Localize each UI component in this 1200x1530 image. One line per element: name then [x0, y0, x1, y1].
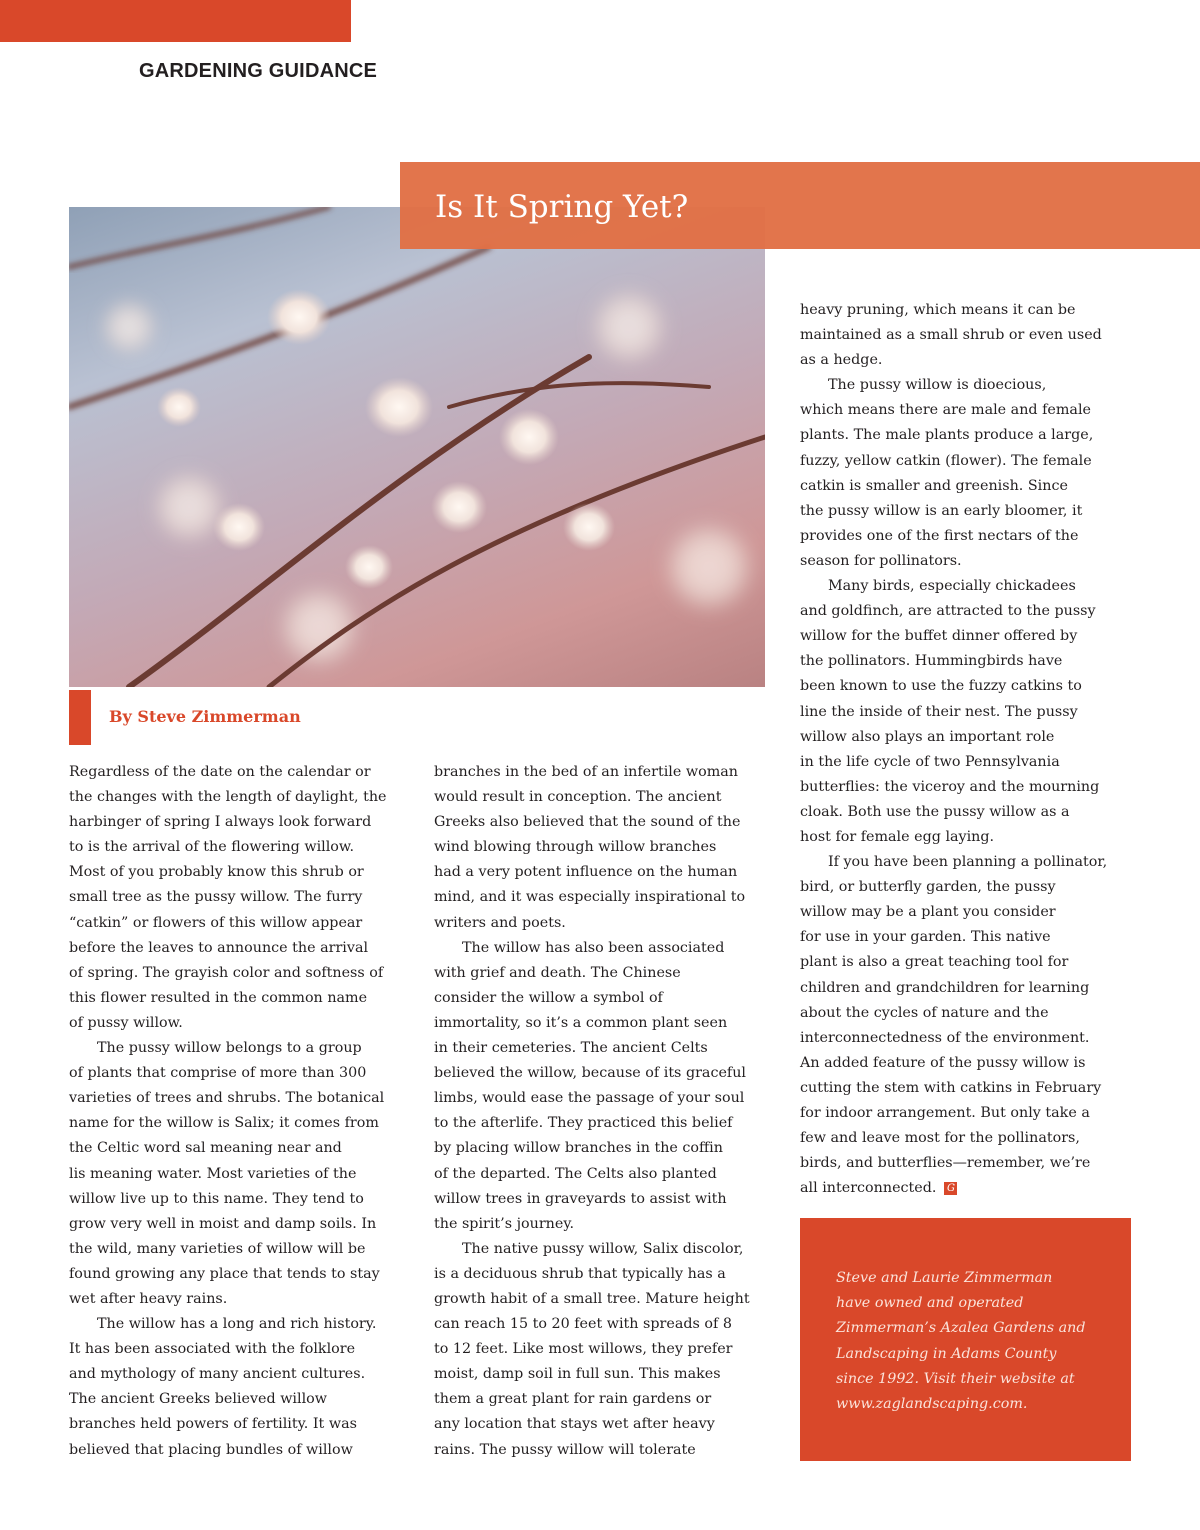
text-line: limbs, would ease the passage of your soul — [434, 1090, 745, 1107]
byline-accent-bar — [69, 690, 91, 745]
text-line: children and grandchildren for learning — [800, 979, 1090, 996]
text-line: the pollinators. Hummingbirds have — [800, 653, 1063, 670]
text-line: willow may be a plant you consider — [800, 904, 1056, 921]
text-line: mind, and it was especially inspirational to — [434, 889, 746, 906]
text-line: with grief and death. The Chinese — [434, 964, 681, 981]
text-line: small tree as the pussy willow. The furry — [69, 889, 363, 906]
text-line: the wild, many varieties of willow will be — [69, 1240, 366, 1257]
text-line: the changes with the length of daylight, the — [69, 789, 387, 806]
text-line: the Celtic word sal meaning near and — [69, 1140, 342, 1157]
text-line: growth habit of a small tree. Mature height — [434, 1290, 750, 1307]
text-line: few and leave most for the pollinators, — [800, 1130, 1080, 1147]
text-line: about the cycles of nature and the — [800, 1004, 1049, 1021]
end-mark-icon: G — [944, 1182, 957, 1195]
text-line: harbinger of spring I always look forward — [69, 814, 372, 831]
text-line: willow trees in graveyards to assist with — [434, 1190, 727, 1207]
article-title: Is It Spring Yet? — [435, 189, 689, 225]
text-line: host for female egg laying. — [800, 828, 995, 845]
text-line: The willow has also been associated — [462, 939, 725, 956]
article-column-1 — [69, 760, 387, 1463]
text-line: plant is also a great teaching tool for — [800, 954, 1069, 971]
text-line: plants. The male plants produce a large, — [800, 427, 1094, 444]
author-bio — [836, 1266, 1085, 1417]
text-line: cloak. Both use the pussy willow as a — [800, 803, 1070, 820]
text-line: willow for the buffet dinner offered by — [800, 628, 1078, 645]
bio-line: Landscaping in Adams County — [836, 1345, 1057, 1362]
text-line: lis meaning water. Most varieties of the — [69, 1165, 357, 1182]
text-line: to is the arrival of the flowering willow. — [69, 839, 354, 856]
text-line: as a hedge. — [800, 352, 883, 369]
photo-illustration — [69, 207, 765, 687]
text-line: provides one of the first nectars of the — [800, 527, 1079, 544]
text-line: the pussy willow is an early bloomer, it — [800, 502, 1083, 519]
text-line: this flower resulted in the common name — [69, 989, 368, 1006]
text-line: of pussy willow. — [69, 1014, 183, 1031]
text-line: grow very well in moist and damp soils. In — [69, 1215, 377, 1232]
text-line: Many birds, especially chickadees — [828, 578, 1076, 595]
text-line: The willow has a long and rich history. — [97, 1316, 377, 1333]
text-line: “catkin” or flowers of this willow appear — [69, 914, 363, 931]
text-line: for use in your garden. This native — [800, 929, 1051, 946]
text-line: moist, damp soil in full sun. This makes — [434, 1366, 721, 1383]
bio-line: Zimmerman’s Azalea Gardens and — [836, 1320, 1086, 1337]
text-line: can reach 15 to 20 feet with spreads of 8 — [434, 1316, 732, 1333]
text-line: before the leaves to announce the arrival — [69, 939, 369, 956]
text-line: birds, and butterflies—remember, we’re — [800, 1155, 1091, 1172]
text-line: wind blowing through willow branches — [434, 839, 717, 856]
text-line: and mythology of many ancient cultures. — [69, 1366, 366, 1383]
bio-line: have owned and operated — [836, 1295, 1024, 1312]
text-line: The ancient Greeks believed willow — [69, 1391, 327, 1408]
text-line: branches held powers of fertility. It was — [69, 1416, 357, 1433]
bio-line: www.zaglandscaping.com. — [836, 1396, 1028, 1413]
pussy-willow-photo — [69, 207, 765, 687]
text-line: consider the willow a symbol of — [434, 989, 663, 1006]
text-line: willow also plays an important role — [800, 728, 1055, 745]
text-line: butterflies: the viceroy and the mourning — [800, 778, 1100, 795]
text-line: catkin is smaller and greenish. Since — [800, 477, 1068, 494]
text-line: name for the willow is Salix; it comes from — [69, 1115, 379, 1132]
text-line: been known to use the fuzzy catkins to — [800, 678, 1082, 695]
text-line: If you have been planning a pollinator, — [828, 854, 1108, 871]
text-line: and goldfinch, are attracted to the pussy — [800, 603, 1096, 620]
text-line: to 12 feet. Like most willows, they prefer — [434, 1341, 733, 1358]
article-column-3 — [800, 298, 1107, 1201]
text-line: them a great plant for rain gardens or — [434, 1391, 712, 1408]
text-line: in their cemeteries. The ancient Celts — [434, 1040, 708, 1057]
text-line: had a very potent influence on the human — [434, 864, 738, 881]
text-line: by placing willow branches in the coffin — [434, 1140, 723, 1157]
text-line: An added feature of the pussy willow is — [800, 1054, 1086, 1071]
text-line: Regardless of the date on the calendar or — [69, 764, 371, 780]
text-line: in the life cycle of two Pennsylvania — [800, 753, 1060, 770]
text-line: found growing any place that tends to stay — [69, 1265, 380, 1282]
text-line: bird, or butterfly garden, the pussy — [800, 879, 1056, 896]
text-line: immortality, so it’s a common plant seen — [434, 1014, 728, 1031]
text-line: the spirit’s journey. — [434, 1215, 575, 1232]
text-line: wet after heavy rains. — [69, 1290, 228, 1307]
text-line: which means there are male and female — [800, 402, 1091, 419]
text-line: heavy pruning, which means it can be — [800, 302, 1076, 318]
text-line: for indoor arrangement. But only take a — [800, 1105, 1090, 1121]
text-line: branches in the bed of an infertile woman — [434, 764, 738, 780]
text-line: fuzzy, yellow catkin (flower). The female — [800, 452, 1092, 469]
text-line: of spring. The grayish color and softness of — [69, 964, 384, 981]
text-line: willow live up to this name. They tend to — [69, 1190, 364, 1207]
text-line: of plants that comprise of more than 300 — [69, 1065, 367, 1082]
text-line: varieties of trees and shrubs. The botanical — [69, 1090, 385, 1107]
text-line: maintained as a small shrub or even used — [800, 327, 1102, 344]
text-line: line the inside of their nest. The pussy — [800, 703, 1078, 720]
bio-line: since 1992. Visit their website at — [836, 1370, 1075, 1387]
text-line: The native pussy willow, Salix discolor, — [462, 1240, 744, 1257]
text-line: It has been associated with the folklore — [69, 1341, 356, 1358]
text-line: interconnectedness of the environment. — [800, 1029, 1090, 1046]
text-line: of the departed. The Celts also planted — [434, 1165, 717, 1182]
text-line: cutting the stem with catkins in February — [800, 1079, 1102, 1096]
text-line: is a deciduous shrub that typically has a — [434, 1265, 726, 1282]
text-line: all interconnected. G — [800, 1176, 1107, 1201]
section-label: GARDENING GUIDANCE — [139, 60, 378, 82]
article-column-2 — [434, 760, 750, 1463]
text-line: rains. The pussy willow will tolerate — [434, 1441, 696, 1458]
text-line: would result in conception. The ancient — [434, 789, 722, 806]
text-line: season for pollinators. — [800, 552, 962, 569]
text-line: to the afterlife. They practiced this belief — [434, 1115, 733, 1132]
header-accent-bar — [0, 0, 351, 42]
byline: By Steve Zimmerman — [109, 707, 301, 726]
text-line: believed the willow, because of its graceful — [434, 1065, 746, 1082]
text-line: The pussy willow belongs to a group — [97, 1040, 362, 1057]
text-line: believed that placing bundles of willow — [69, 1441, 353, 1458]
bio-line: Steve and Laurie Zimmerman — [836, 1270, 1053, 1286]
text-line: The pussy willow is dioecious, — [828, 377, 1047, 394]
text-line: any location that stays wet after heavy — [434, 1416, 715, 1433]
text-line: writers and poets. — [434, 914, 566, 931]
text-line: Greeks also believed that the sound of the — [434, 814, 741, 831]
text-line: Most of you probably know this shrub or — [69, 864, 364, 881]
